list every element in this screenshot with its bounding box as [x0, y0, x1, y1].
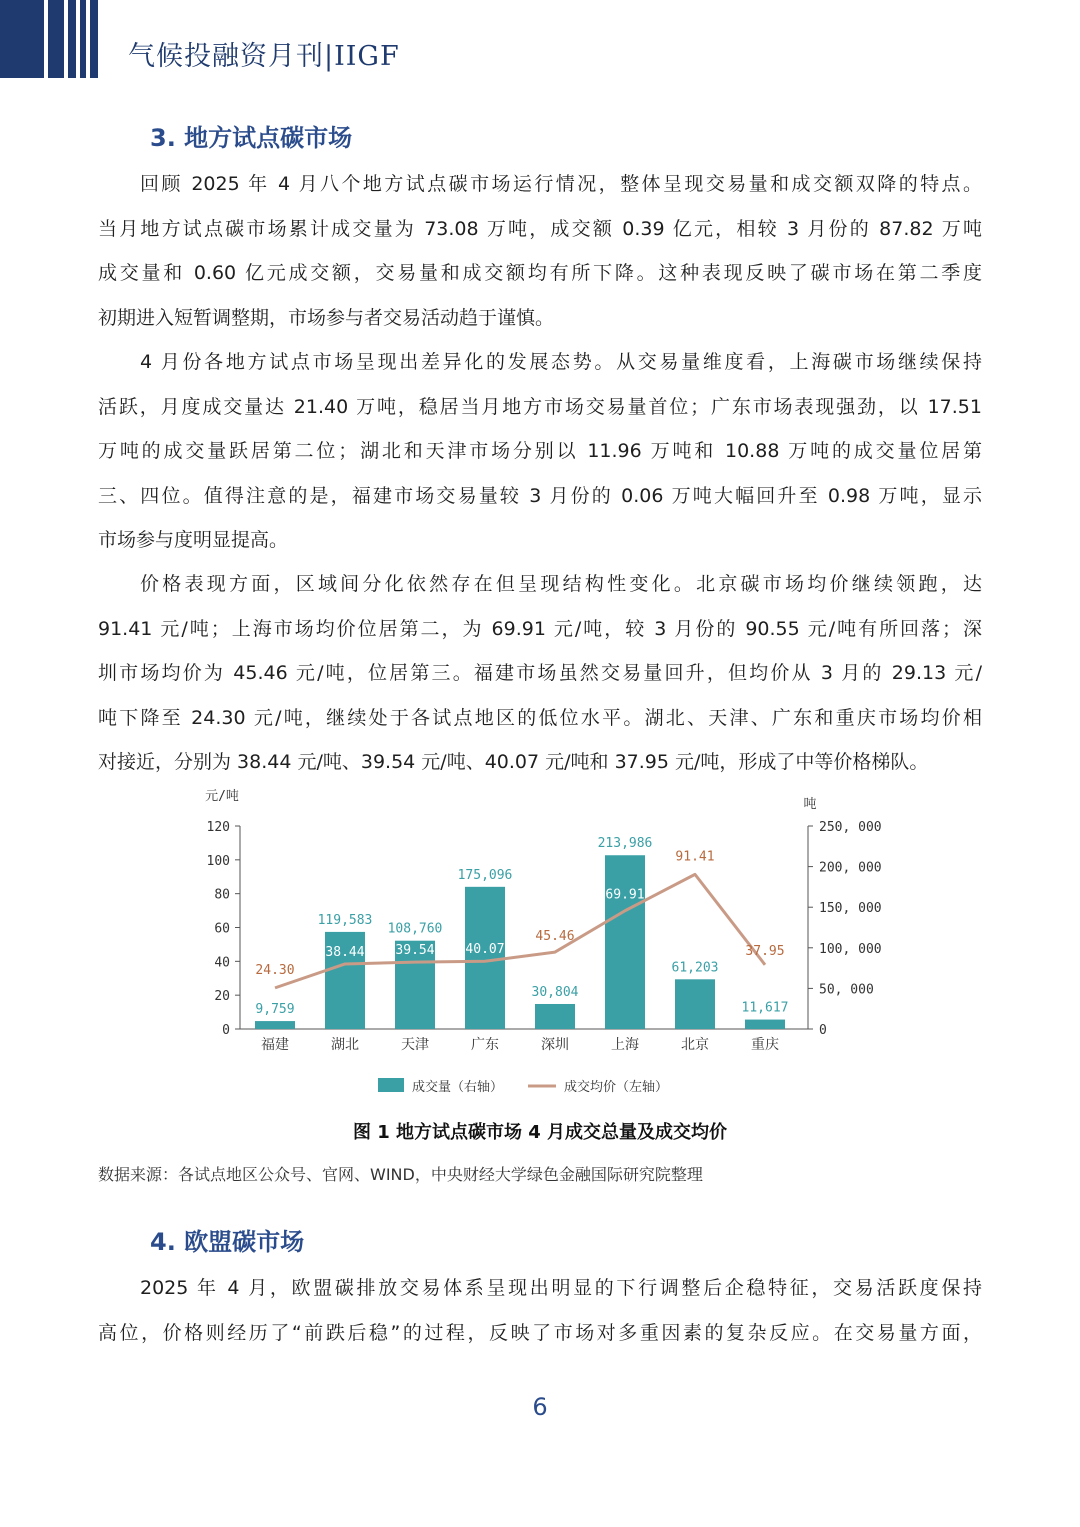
right-axis-tick-label: 200, 000 — [819, 860, 882, 876]
text-line: 活跃，月度成交量达 21.40 万吨，稳居当月地方市场交易量首位；广东市场表现强劲，以 17.51 — [98, 395, 982, 418]
chart-svg — [180, 780, 900, 1110]
left-axis-tick-label: 100 — [206, 853, 230, 869]
x-axis-tick-label: 北京 — [681, 1037, 709, 1053]
left-axis-tick-label: 80 — [214, 887, 230, 903]
text-line: 对接近，分别为 38.44 元/吨、39.54 元/吨、40.07 元/吨和 37.95 元/吨，形成了中等价格梯队。 — [98, 751, 929, 773]
text-line: 4 月份各地方试点市场呈现出差异化的发展态势。从交易量维度看，上海碳市场继续保持 — [140, 351, 982, 373]
left-axis-tick-label: 0 — [222, 1023, 230, 1038]
line-data-label: 37.95 — [745, 943, 785, 959]
legend-label-price: 成交均价（左轴） — [564, 1080, 669, 1095]
text-line: 高位，价格则经历了“前跌后稳”的过程，反映了市场对多重因素的复杂反应。在交易量方面， — [98, 1321, 982, 1344]
bar-data-label: 175,096 — [457, 867, 513, 883]
left-axis-label: 元/吨 — [205, 789, 239, 804]
text-line: 2025 年 4 月，欧盟碳排放交易体系呈现出明显的下行调整后企稳特征，交易活跃度保持 — [140, 1277, 982, 1299]
bar-data-label: 108,760 — [387, 921, 443, 937]
bar-data-label: 213,986 — [597, 836, 653, 852]
text-line: 价格表现方面，区域间分化依然存在但呈现结构性变化。北京碳市场均价继续领跑，达 — [140, 573, 982, 595]
line-data-label: 24.30 — [255, 962, 295, 978]
bar-data-label: 119,583 — [317, 912, 373, 928]
text-line: 91.41 元/吨；上海市场均价位居第二，为 69.91 元/吨，较 3 月份的 90.55 元/吨有所回落；深 — [98, 617, 982, 640]
bar-volume — [535, 1004, 575, 1029]
paragraph — [98, 562, 982, 785]
line-data-label: 69.91 — [605, 887, 645, 903]
data-source-note: 数据来源：各试点地区公众号、官网、WIND，中央财经大学绿色金融国际研究院整理 — [98, 1165, 703, 1184]
text-line: 市场参与度明显提高。 — [98, 529, 289, 551]
combo-chart — [180, 780, 900, 1110]
section-title: 4. 欧盟碳市场 — [150, 1228, 305, 1256]
bar-data-label: 9,759 — [255, 1002, 295, 1018]
line-data-label: 45.46 — [535, 929, 575, 945]
text-line: 成交量和 0.60 亿元成交额，交易量和成交额均有所下降。这种表现反映了碳市场在第二季度 — [98, 262, 982, 284]
text-line: 初期进入短暂调整期，市场参与者交易活动趋于谨慎。 — [98, 306, 555, 329]
x-axis-tick-label: 重庆 — [751, 1037, 779, 1053]
left-axis-tick-label: 120 — [206, 820, 230, 835]
line-data-label: 91.41 — [675, 849, 715, 865]
right-axis-tick-label: 150, 000 — [819, 901, 882, 917]
left-axis-tick-label: 40 — [214, 955, 230, 971]
right-axis-label: 吨 — [803, 797, 817, 812]
bar-data-label: 61,203 — [671, 960, 719, 976]
bar-volume — [255, 1021, 295, 1029]
right-axis-tick-label: 100, 000 — [819, 941, 882, 957]
right-axis-tick-label: 50, 000 — [819, 982, 874, 998]
x-axis-tick-label: 上海 — [611, 1037, 639, 1053]
figure-caption: 图 1 地方试点碳市场 4 月成交总量及成交均价 — [352, 1122, 728, 1143]
right-axis-tick-label: 0 — [819, 1023, 827, 1038]
x-axis-tick-label: 湖北 — [331, 1037, 359, 1053]
text-line: 三、四位。值得注意的是，福建市场交易量较 3 月份的 0.06 万吨大幅回升至 0.98 万吨，显示 — [98, 484, 982, 507]
page-number: 6 — [532, 1393, 548, 1421]
bar-volume — [605, 855, 645, 1029]
left-axis-tick-label: 60 — [214, 921, 230, 937]
bar-data-label: 30,804 — [531, 984, 579, 1000]
legend-swatch-volume — [378, 1078, 404, 1092]
paragraph — [98, 340, 982, 563]
x-axis-tick-label: 广东 — [471, 1037, 499, 1053]
bar-volume — [675, 979, 715, 1029]
text-line: 吨下降至 24.30 元/吨，继续处于各试点地区的低位水平。湖北、天津、广东和重庆市场均价相 — [98, 706, 982, 729]
line-data-label: 40.07 — [465, 942, 505, 958]
x-axis-tick-label: 深圳 — [541, 1037, 569, 1053]
bar-volume — [745, 1020, 785, 1029]
text-line: 圳市场均价为 45.46 元/吨，位居第三。福建市场虽然交易量回升，但均价从 3 月的 29.13 元/ — [98, 662, 982, 684]
right-axis-tick-label: 250, 000 — [819, 820, 882, 835]
line-data-label: 38.44 — [325, 944, 365, 960]
x-axis-tick-label: 福建 — [261, 1037, 289, 1053]
x-axis-tick-label: 天津 — [401, 1037, 429, 1053]
line-data-label: 39.54 — [395, 943, 435, 959]
legend-label-volume: 成交量（右轴） — [412, 1080, 504, 1095]
section-title: 3. 地方试点碳市场 — [150, 124, 353, 152]
bar-data-label: 11,617 — [741, 1000, 789, 1016]
left-axis-tick-label: 20 — [214, 989, 230, 1005]
text-line: 回顾 2025 年 4 月八个地方试点碳市场运行情况，整体呈现交易量和成交额双降的特点。 — [140, 173, 982, 195]
text-line: 当月地方试点碳市场累计成交量为 73.08 万吨，成交额 0.39 亿元，相较 3 月份的 87.82 万吨 — [98, 217, 982, 240]
paragraph — [98, 162, 982, 340]
text-line: 万吨的成交量跃居第二位；湖北和天津市场分别以 11.96 万吨和 10.88 万吨的成交量位居第 — [98, 440, 982, 462]
header-title: 气候投融资月刊|IIGF — [128, 41, 400, 72]
paragraph — [98, 1266, 982, 1355]
